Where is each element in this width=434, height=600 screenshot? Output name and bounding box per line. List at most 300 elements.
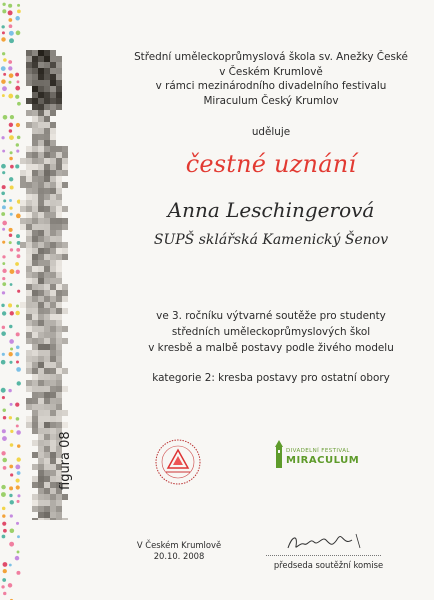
figure-pixel — [20, 302, 26, 308]
figure-pixel — [62, 146, 68, 152]
figure-pixel — [32, 248, 38, 254]
figure-pixel — [26, 218, 32, 224]
figure-pixel — [38, 68, 44, 74]
figure-pixel — [26, 236, 32, 242]
figure-pixel — [38, 374, 44, 380]
figure-pixel — [26, 212, 32, 218]
figure-pixel — [50, 260, 56, 266]
figure-pixel — [50, 302, 56, 308]
decorative-dot — [9, 177, 13, 181]
figure-pixel — [50, 68, 56, 74]
figure-pixel — [50, 284, 56, 290]
figure-pixel — [44, 260, 50, 266]
figure-pixel — [26, 176, 32, 182]
figure-pixel — [50, 308, 56, 314]
figure-pixel — [26, 416, 32, 422]
figure-pixel — [44, 290, 50, 296]
figure-pixel — [26, 146, 32, 152]
figure-pixel — [32, 494, 38, 500]
figure-pixel — [38, 278, 44, 284]
figure-pixel — [50, 512, 56, 518]
figure-pixel — [26, 242, 32, 248]
figure-pixel — [62, 290, 68, 296]
figure-pixel — [26, 68, 32, 74]
figure-pixel — [50, 362, 56, 368]
figure-pixel — [50, 374, 56, 380]
figure-pixel — [44, 242, 50, 248]
figure-pixel — [32, 362, 38, 368]
decorative-dot — [3, 73, 6, 76]
figure-pixel — [44, 278, 50, 284]
figure-pixel — [32, 194, 38, 200]
figure-pixel — [56, 368, 62, 374]
figure-pixel — [20, 176, 26, 182]
figure-pixel — [26, 320, 32, 326]
figure-pixel — [56, 242, 62, 248]
figure-pixel — [44, 122, 50, 128]
decorative-dot — [3, 562, 8, 567]
figure-pixel — [44, 56, 50, 62]
figure-pixel — [56, 512, 62, 518]
miraculum-festival-logo — [274, 438, 384, 470]
figure-pixel — [26, 422, 32, 428]
figure-pixel — [44, 92, 50, 98]
decorative-dot — [2, 396, 5, 399]
decorative-dot — [9, 207, 12, 210]
figure-pixel — [44, 368, 50, 374]
figure-pixel — [32, 386, 38, 392]
figure-pixel — [62, 164, 68, 170]
figure-pixel — [32, 230, 38, 236]
figure-pixel — [26, 272, 32, 278]
decorative-dot — [1, 136, 4, 139]
figure-pixel — [44, 398, 50, 404]
figure-pixel — [56, 290, 62, 296]
figure-pixel — [44, 200, 50, 206]
figure-pixel — [32, 278, 38, 284]
decorative-dot — [10, 283, 13, 286]
figure-pixel — [38, 200, 44, 206]
decorative-dot — [10, 473, 13, 476]
figure-pixel — [38, 296, 44, 302]
figure-pixel — [32, 68, 38, 74]
figure-pixel — [26, 74, 32, 80]
figure-pixel — [32, 440, 38, 446]
figure-pixel — [20, 242, 26, 248]
figure-pixel — [38, 128, 44, 134]
figure-pixel — [44, 464, 50, 470]
figure-pixel — [38, 380, 44, 386]
figure-pixel — [38, 248, 44, 254]
figure-pixel — [32, 92, 38, 98]
figure-pixel — [38, 434, 44, 440]
figure-pixel — [50, 338, 56, 344]
figure-pixel — [26, 380, 32, 386]
decorative-dot — [1, 331, 6, 336]
figure-pixel — [26, 56, 32, 62]
figure-pixel — [38, 266, 44, 272]
decorative-dot — [16, 522, 19, 525]
figure-pixel — [26, 230, 32, 236]
figure-pixel — [56, 80, 62, 86]
figure-pixel — [20, 206, 26, 212]
figure-pixel — [32, 86, 38, 92]
figure-pixel — [50, 164, 56, 170]
figure-pixel — [50, 176, 56, 182]
figure-pixel — [56, 218, 62, 224]
decorative-dot — [1, 25, 4, 28]
figure-pixel — [38, 194, 44, 200]
figure-pixel — [56, 200, 62, 206]
figure-pixel — [50, 50, 56, 56]
figure-pixel — [50, 170, 56, 176]
figure-pixel — [38, 74, 44, 80]
decorative-dot — [10, 430, 13, 433]
figure-pixel — [44, 158, 50, 164]
figure-pixel — [44, 134, 50, 140]
decorative-dot — [1, 304, 4, 307]
figure-pixel — [62, 368, 68, 374]
figure-pixel — [62, 494, 68, 500]
figure-pixel — [38, 422, 44, 428]
figure-pixel — [38, 236, 44, 242]
figure-pixel — [26, 206, 32, 212]
figure-pixel — [44, 488, 50, 494]
decorative-dot — [9, 199, 12, 202]
contest-line: v kresbě a malbě postavy podle živého modelu — [148, 342, 394, 354]
figure-pixel — [44, 68, 50, 74]
figure-pixel — [44, 452, 50, 458]
decorative-dot — [10, 248, 13, 251]
figure-pixel — [50, 140, 56, 146]
figure-pixel — [32, 338, 38, 344]
decorative-dot — [2, 429, 6, 433]
figure-pixel — [38, 242, 44, 248]
figure-pixel — [50, 350, 56, 356]
decorative-dot — [9, 129, 12, 132]
decorative-dot — [2, 522, 6, 526]
figure-pixel — [62, 284, 68, 290]
certificate-title: čestné uznání — [185, 150, 357, 178]
figure-pixel — [44, 272, 50, 278]
figure-pixel — [38, 362, 44, 368]
figure-pixel — [44, 314, 50, 320]
decorative-dot — [10, 528, 15, 533]
figure-pixel — [56, 56, 62, 62]
decorative-dot — [9, 352, 13, 356]
figure-pixel — [26, 362, 32, 368]
figure-pixel — [44, 344, 50, 350]
svg-text:figura 08: figura 08 — [58, 431, 73, 490]
figure-pixel — [26, 164, 32, 170]
figure-pixel — [38, 230, 44, 236]
figure-pixel — [38, 314, 44, 320]
figure-pixel — [50, 236, 56, 242]
figure-pixel — [38, 134, 44, 140]
figure-pixel — [44, 476, 50, 482]
figure-pixel — [50, 188, 56, 194]
figure-pixel — [38, 284, 44, 290]
figure-pixel — [56, 326, 62, 332]
figure-pixel — [38, 158, 44, 164]
figure-pixel — [44, 170, 50, 176]
figure-pixel — [50, 392, 56, 398]
decorative-dot — [8, 4, 12, 8]
figure-pixel — [32, 398, 38, 404]
figure-pixel — [38, 440, 44, 446]
decorative-dot — [2, 9, 6, 13]
figure-pixel — [56, 254, 62, 260]
figure-pixel — [26, 314, 32, 320]
figure-pixel — [44, 230, 50, 236]
figure-pixel — [62, 224, 68, 230]
decorative-dot — [8, 303, 12, 307]
figure-pixel — [26, 302, 32, 308]
decorative-dot — [8, 60, 12, 64]
figure-pixel — [44, 188, 50, 194]
figure-pixel — [38, 512, 44, 518]
decorative-dot — [3, 569, 7, 573]
contest-line: středních uměleckoprůmyslových škol — [171, 326, 371, 338]
figure-pixel — [56, 350, 62, 356]
figure-pixel — [38, 182, 44, 188]
decorative-dot — [2, 514, 5, 517]
decorative-dot — [3, 115, 8, 120]
handwritten-signature — [282, 528, 372, 558]
school-emblem-logo — [150, 434, 206, 490]
decorative-dot — [2, 326, 5, 329]
figure-pixel — [38, 140, 44, 146]
figure-pixel — [44, 104, 50, 110]
figure-pixel — [38, 338, 44, 344]
figure-pixel — [50, 500, 56, 506]
figure-pixel — [32, 140, 38, 146]
figure-pixel — [32, 116, 38, 122]
figure-pixel — [44, 320, 50, 326]
figure-pixel — [62, 182, 68, 188]
figure-pixel — [44, 80, 50, 86]
figure-pixel — [38, 254, 44, 260]
figure-pixel — [50, 62, 56, 68]
decorative-dot — [9, 486, 13, 490]
figure-pixel — [56, 272, 62, 278]
decorative-dot — [2, 52, 5, 55]
figure-pixel — [32, 284, 38, 290]
figure-pixel — [26, 356, 32, 362]
figure-pixel — [56, 212, 62, 218]
figure-pixel — [38, 416, 44, 422]
figure-pixel — [50, 152, 56, 158]
decorative-dot — [2, 262, 5, 265]
decorative-dot — [17, 4, 20, 7]
figure-pixel — [56, 284, 62, 290]
decorative-dot — [3, 592, 6, 595]
figure-pixel — [38, 206, 44, 212]
figure-pixel — [56, 104, 62, 110]
figure-pixel — [56, 320, 62, 326]
decorative-dot — [10, 151, 13, 154]
figure-pixel — [56, 62, 62, 68]
figure-pixel — [62, 326, 68, 332]
figure-pixel — [32, 518, 38, 520]
figure-pixel — [26, 308, 32, 314]
figure-pixel — [56, 302, 62, 308]
figure-pixel — [38, 116, 44, 122]
figure-pixel — [44, 140, 50, 146]
figure-pixel — [38, 464, 44, 470]
figure-pixel — [44, 428, 50, 434]
figure-pixel — [38, 506, 44, 512]
figure-pixel — [26, 194, 32, 200]
figure-pixel — [56, 308, 62, 314]
figure-pixel — [38, 110, 44, 116]
figure-pixel — [62, 218, 68, 224]
figure-pixel — [38, 344, 44, 350]
figure-pixel — [62, 254, 68, 260]
decorative-dot — [9, 31, 14, 36]
decorative-dot — [2, 255, 5, 258]
decorative-dot — [9, 81, 12, 84]
festival-name: MIRACULUM — [286, 455, 360, 466]
figure-pixel — [62, 248, 68, 254]
signature-line — [266, 555, 381, 556]
figure-pixel — [44, 470, 50, 476]
figure-pixel — [32, 98, 38, 104]
figure-pixel — [38, 470, 44, 476]
figure-pixel — [56, 386, 62, 392]
figure-pixel — [44, 518, 50, 520]
figure-pixel — [56, 314, 62, 320]
figure-pixel — [32, 314, 38, 320]
figure-pixel — [32, 128, 38, 134]
decorative-dot — [9, 416, 12, 419]
school-line: Miraculum Český Krumlov — [203, 94, 339, 107]
figure-pixel — [56, 362, 62, 368]
figure-pixel — [50, 290, 56, 296]
figure-pixel — [32, 344, 38, 350]
award-phrase: uděluje — [251, 126, 291, 138]
figure-pixel — [26, 386, 32, 392]
figure-pixel — [38, 482, 44, 488]
figure-pixel — [44, 146, 50, 152]
decorative-dot — [10, 443, 14, 447]
figure-pixel — [50, 320, 56, 326]
figure-pixel — [38, 398, 44, 404]
figure-pixel — [56, 296, 62, 302]
figure-pixel — [56, 194, 62, 200]
figure-pixel — [44, 500, 50, 506]
figure-pixel — [32, 236, 38, 242]
decorative-dot — [2, 507, 6, 511]
figure-pixel — [44, 404, 50, 410]
figure-pixel — [32, 62, 38, 68]
figure-pixel — [56, 332, 62, 338]
figure-pixel — [38, 410, 44, 416]
figure-pixel — [62, 518, 68, 520]
figure-pixel — [20, 200, 26, 206]
figure-pixel — [44, 494, 50, 500]
figure-pixel — [32, 422, 38, 428]
figure-pixel — [32, 506, 38, 512]
figure-pixel — [20, 170, 26, 176]
figure-pixel — [32, 74, 38, 80]
figure-pixel — [38, 80, 44, 86]
figure-pixel — [50, 146, 56, 152]
figure-pixel — [56, 500, 62, 506]
school-line: Střední uměleckoprůmyslová škola sv. Anežky České — [134, 51, 408, 63]
figure-pixel — [44, 332, 50, 338]
figure-pixel — [32, 218, 38, 224]
figure-pixel — [44, 392, 50, 398]
figure-pixel — [44, 248, 50, 254]
decorative-dot — [1, 79, 6, 84]
decorative-dot — [9, 228, 13, 232]
decorative-dot — [2, 205, 6, 209]
figure-pixel — [44, 62, 50, 68]
figure-pixel — [50, 194, 56, 200]
figure-pixel — [56, 230, 62, 236]
festival-line: DIVADELNÍ FESTIVAL — [286, 448, 350, 454]
figure-pixel — [38, 260, 44, 266]
decorative-dot — [2, 3, 5, 6]
figure-pixel — [56, 164, 62, 170]
figure-pixel — [32, 428, 38, 434]
figure-pixel — [20, 158, 26, 164]
figure-pixel — [26, 404, 32, 410]
place-and-date — [114, 540, 244, 562]
decorative-dot — [9, 542, 14, 547]
figure-pixel — [32, 56, 38, 62]
recipient-name: Anna Leschingerová — [167, 198, 375, 222]
figure-pixel — [44, 236, 50, 242]
figure-pixel — [32, 188, 38, 194]
figure-pixel — [32, 272, 38, 278]
figure-pixel — [26, 50, 32, 56]
figure-pixel — [56, 266, 62, 272]
figure-pixel — [56, 248, 62, 254]
figure-pixel — [38, 368, 44, 374]
figure-pixel — [26, 158, 32, 164]
figure-pixel — [50, 80, 56, 86]
decorative-dot — [2, 241, 5, 244]
figure-pixel — [38, 212, 44, 218]
figure-pixel — [44, 50, 50, 56]
figure-pixel — [32, 176, 38, 182]
figure-pixel — [56, 278, 62, 284]
figure-pixel — [44, 482, 50, 488]
signature-label: předseda soutěžní komise — [273, 560, 384, 570]
figure-pixel — [50, 212, 56, 218]
figure-pixel — [50, 242, 56, 248]
date-text: 20.10. 2008 — [153, 551, 205, 561]
decorative-dot — [9, 494, 12, 497]
figure-pixel — [50, 248, 56, 254]
figure-pixel — [32, 476, 38, 482]
figure-pixel — [62, 206, 68, 212]
decorative-dot — [1, 212, 5, 216]
figure-pixel — [50, 506, 56, 512]
decorative-dot — [2, 94, 5, 97]
figure-pixel — [56, 494, 62, 500]
decorative-dot — [1, 492, 6, 497]
figure-pixel — [20, 224, 26, 230]
figure-pixel — [50, 380, 56, 386]
decorative-dot — [2, 353, 5, 356]
figure-pixel — [44, 110, 50, 116]
figure-pixel — [32, 266, 38, 272]
figure-pixel — [44, 152, 50, 158]
figure-pixel — [26, 110, 32, 116]
